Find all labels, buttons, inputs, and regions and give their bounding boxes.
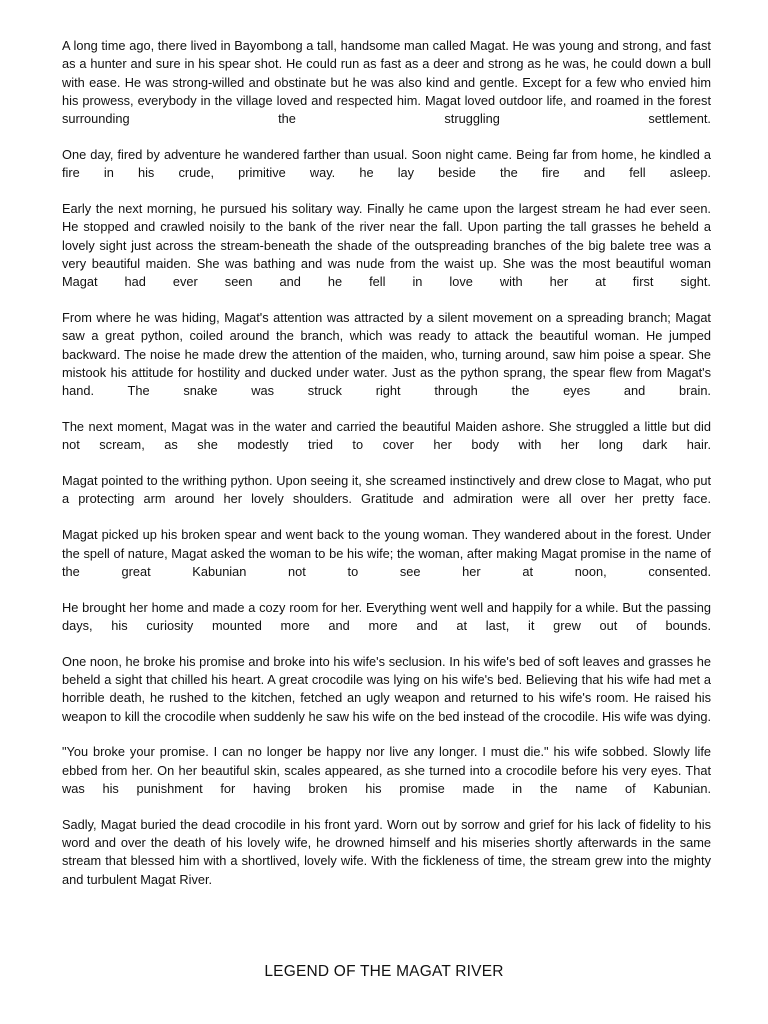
paragraph-2: One day, fired by adventure he wandered farther than usual. Soon night came. Being far from home, he kindled a fire in his crude, primitive way. he lay beside the fire and fell asleep.: [62, 146, 711, 181]
paragraph-9: One noon, he broke his promise and broke into his wife's seclusion. In his wife's bed of soft leaves and grasses he beheld a sight that chilled his heart. A great crocodile was lying on his wife's bed. Believing that his wife had met a horrible death, he rushed to the kitchen, fetched an ugly weapon and returned to his wife's room. He raised his weapon to kill the crocodile when suddenly he saw his wife on the bed instead of the crocodile. His wife was dying.: [62, 653, 711, 724]
paragraph-8: He brought her home and made a cozy room for her. Everything went well and happily for a while. But the passing days, his curiosity mounted more and more and at last, it grew out of bounds.: [62, 599, 711, 633]
paragraph-11: Sadly, Magat buried the dead crocodile in his front yard. Worn out by sorrow and grief for his lack of fidelity to his word and over the death of his lovely wife, he drowned himself and his miseries shortly afterwards in the same stream that blessed him with a shortlived, lovely wife. With the fickleness of time, the stream grew into the mighty and turbulent Magat River.: [62, 816, 711, 887]
paragraph-7: Magat picked up his broken spear and went back to the young woman. They wandered about in the forest. Under the spell of nature, Magat asked the woman to be his wife; the woman, after making Magat promise in the name of the great Kabunian not to see her at noon, consented.: [62, 527, 711, 579]
document-title: LEGEND OF THE MAGAT RIVER: [264, 963, 504, 980]
paragraph-1: A long time ago, there lived in Bayombong a tall, handsome man called Magat. He was young and strong, and fast as a hunter and sure in his spear shot. He could run as fast as a deer and strong as he was, he could down a bull with ease. He was strong-willed and obstinate but he was also kind and gentle. Except for a few who envied him his prowess, everybody in the village loved and respected him. Magat loved outdoor life, and roamed in the forest surrounding the struggling settlement.: [62, 38, 711, 127]
paragraph-4: From where he was hiding, Magat's attention was attracted by a silent movement on a spreading branch; Magat saw a great python, coiled around the branch, which was ready to attack the beautiful woman. He jumped backward. The noise he made drew the attention of the maiden, who, turning around, saw him poise a spear. She mistook his attitude for hostility and ducked under water. Just as the python sprang, the spear flew from Magat's hand. The snake was struck right through the eyes and brain.: [62, 310, 711, 399]
paragraph-5: The next moment, Magat was in the water and carried the beautiful Maiden ashore. She struggled a little but did not scream, as she modestly tried to cover her body with her long dark hair.: [62, 419, 711, 453]
paragraph-10: "You broke your promise. I can no longer be happy nor live any longer. I must die." his wife sobbed. Slowly life ebbed from her. On her beautiful skin, scales appeared, as she turned into a crocodile before his very eyes. That was his punishment for having broken his promise made in the name of Kabunian.: [62, 744, 711, 796]
paragraph-3: Early the next morning, he pursued his solitary way. Finally he came upon the largest stream he had ever seen. He stopped and crawled noisily to the bank of the river near the fall. Upon parting the tall grasses he beheld a lovely sight just across the stream-beneath the shade of the outspreading branches of the big balete tree was a very beautiful maiden. She was bathing and was nude from the waist up. She was the most beautiful woman Magat had ever seen and he fell in love with her at first sight.: [62, 201, 711, 290]
paragraph-6: Magat pointed to the writhing python. Upon seeing it, she screamed instinctively and drew close to Magat, who put a protecting arm around her lovely shoulders. Gratitude and admiration were all over her pretty face.: [62, 473, 711, 507]
document-body: [62, 37, 711, 906]
